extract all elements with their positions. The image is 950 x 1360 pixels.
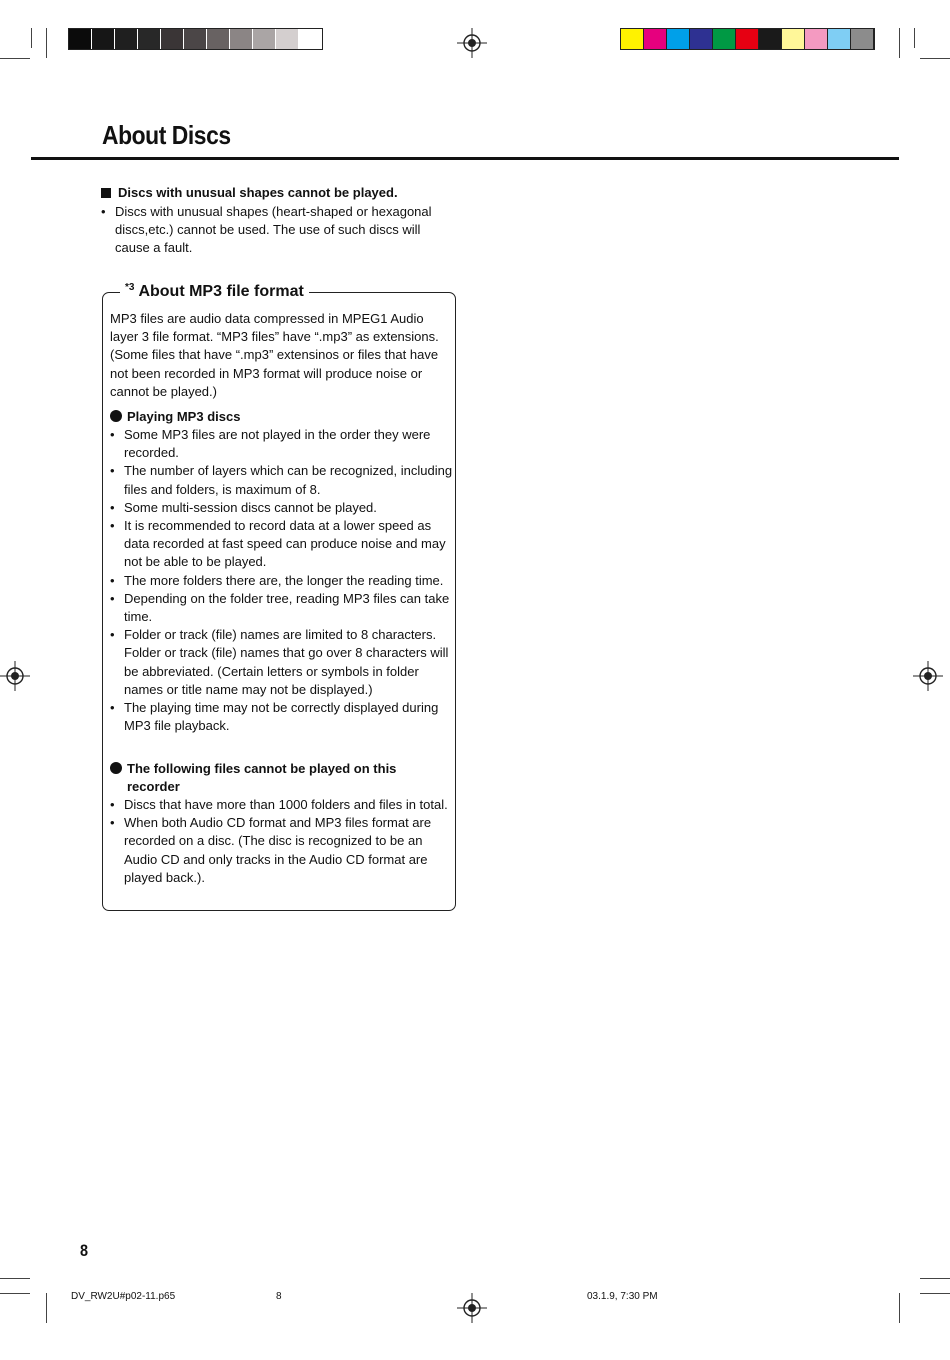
crop-mark: [0, 58, 30, 59]
list-item: • It is recommended to record data at a lower speed as data recorded at fast speed can produce noise and may not be able to be played.: [110, 517, 455, 572]
color-swatch: [644, 29, 667, 49]
crop-mark: [31, 28, 32, 48]
list-item: • The playing time may not be correctly displayed during MP3 file playback.: [110, 699, 455, 735]
crop-mark: [899, 1293, 900, 1323]
section-heading-text: Discs with unusual shapes cannot be played.: [118, 185, 398, 200]
list-item: • Discs with unusual shapes (heart-shaped or hexagonal discs,etc.) cannot be used. The use of such discs will cause a fault.: [101, 203, 446, 258]
color-swatch: [713, 29, 736, 49]
page-title: About Discs: [102, 120, 231, 150]
list-item: • When both Audio CD format and MP3 files format are recorded on a disc. (The disc is recognized to be an Audio CD and only tracks in the Audio CD format are played back.).: [110, 814, 455, 887]
footer-page: 8: [276, 1291, 282, 1302]
color-swatch: [667, 29, 690, 49]
color-swatch: [828, 29, 851, 49]
gray-swatch: [184, 29, 207, 49]
list-item: • Depending on the folder tree, reading MP3 files can take time.: [110, 590, 455, 626]
gray-swatch: [276, 29, 299, 49]
color-swatch: [851, 29, 874, 49]
title-rule: [31, 157, 899, 160]
square-bullet-icon: [101, 188, 111, 198]
crop-mark: [46, 1293, 47, 1323]
list-item: • The more folders there are, the longer the reading time.: [110, 572, 455, 590]
gray-swatch: [92, 29, 115, 49]
footer-filename: DV_RW2U#p02-11.p65: [71, 1291, 176, 1302]
crop-mark: [0, 1278, 30, 1279]
cannot-play-list: [110, 796, 455, 887]
color-swatch: [690, 29, 713, 49]
mp3-box-title-text: About MP3 file format: [138, 283, 304, 300]
list-item: • Some multi-session discs cannot be played.: [110, 499, 455, 517]
circle-bullet-icon: [110, 410, 122, 422]
crop-mark: [0, 1293, 30, 1294]
gray-swatch: [161, 29, 184, 49]
crop-mark: [920, 1278, 950, 1279]
list-item: • Folder or track (file) names are limited to 8 characters. Folder or track (file) names that go over 8 characters will be abbreviated. (Certain letters or symbols in folder names or title name may not be displayed.): [110, 626, 455, 699]
circle-bullet-icon: [110, 762, 122, 774]
gray-swatch: [115, 29, 138, 49]
color-calibration-bar: [620, 28, 875, 50]
cannot-play-heading: [110, 760, 447, 796]
gray-swatch: [230, 29, 253, 49]
list-item: • The number of layers which can be recognized, including files and folders, is maximum of 8.: [110, 462, 455, 498]
footnote-marker: *3: [125, 282, 135, 293]
gray-swatch: [253, 29, 276, 49]
gray-swatch: [207, 29, 230, 49]
gray-swatch: [69, 29, 92, 49]
playing-mp3-heading: [110, 408, 240, 426]
color-swatch: [782, 29, 805, 49]
crop-mark: [46, 28, 47, 58]
crop-mark: [914, 28, 915, 48]
crop-mark: [920, 58, 950, 59]
registration-mark-icon: [0, 661, 30, 691]
registration-mark-icon: [913, 661, 943, 691]
crop-mark: [899, 28, 900, 58]
list-item: • Some MP3 files are not played in the order they were recorded.: [110, 426, 455, 462]
color-swatch: [736, 29, 759, 49]
playing-mp3-heading-text: Playing MP3 discs: [127, 409, 241, 424]
registration-mark-icon: [457, 1293, 487, 1323]
mp3-intro-paragraph: MP3 files are audio data compressed in MPEG1 Audio layer 3 file format. “MP3 files” have “.mp3” as extensions. (Some files that have “.mp3” extensinos or files that have not been recorded in MP3 format will produce noise or cannot be played.): [110, 311, 439, 399]
cannot-play-heading-text: The following files cannot be played on this recorder: [127, 761, 397, 795]
footer-timestamp: 03.1.9, 7:30 PM: [587, 1291, 658, 1302]
playing-mp3-list: [110, 426, 455, 735]
crop-mark: [920, 1293, 950, 1294]
color-swatch: [805, 29, 828, 49]
color-swatch: [759, 29, 782, 49]
grayscale-calibration-bar: [68, 28, 323, 50]
gray-swatch: [299, 29, 322, 49]
gray-swatch: [138, 29, 161, 49]
unusual-shapes-list: [101, 203, 446, 258]
page-number: 8: [80, 1241, 89, 1260]
mp3-box-title: [120, 282, 309, 301]
list-item: • Discs that have more than 1000 folders and files in total.: [110, 796, 455, 814]
color-swatch: [621, 29, 644, 49]
registration-mark-icon: [457, 28, 487, 58]
section-heading-unusual-shapes: [101, 185, 398, 200]
